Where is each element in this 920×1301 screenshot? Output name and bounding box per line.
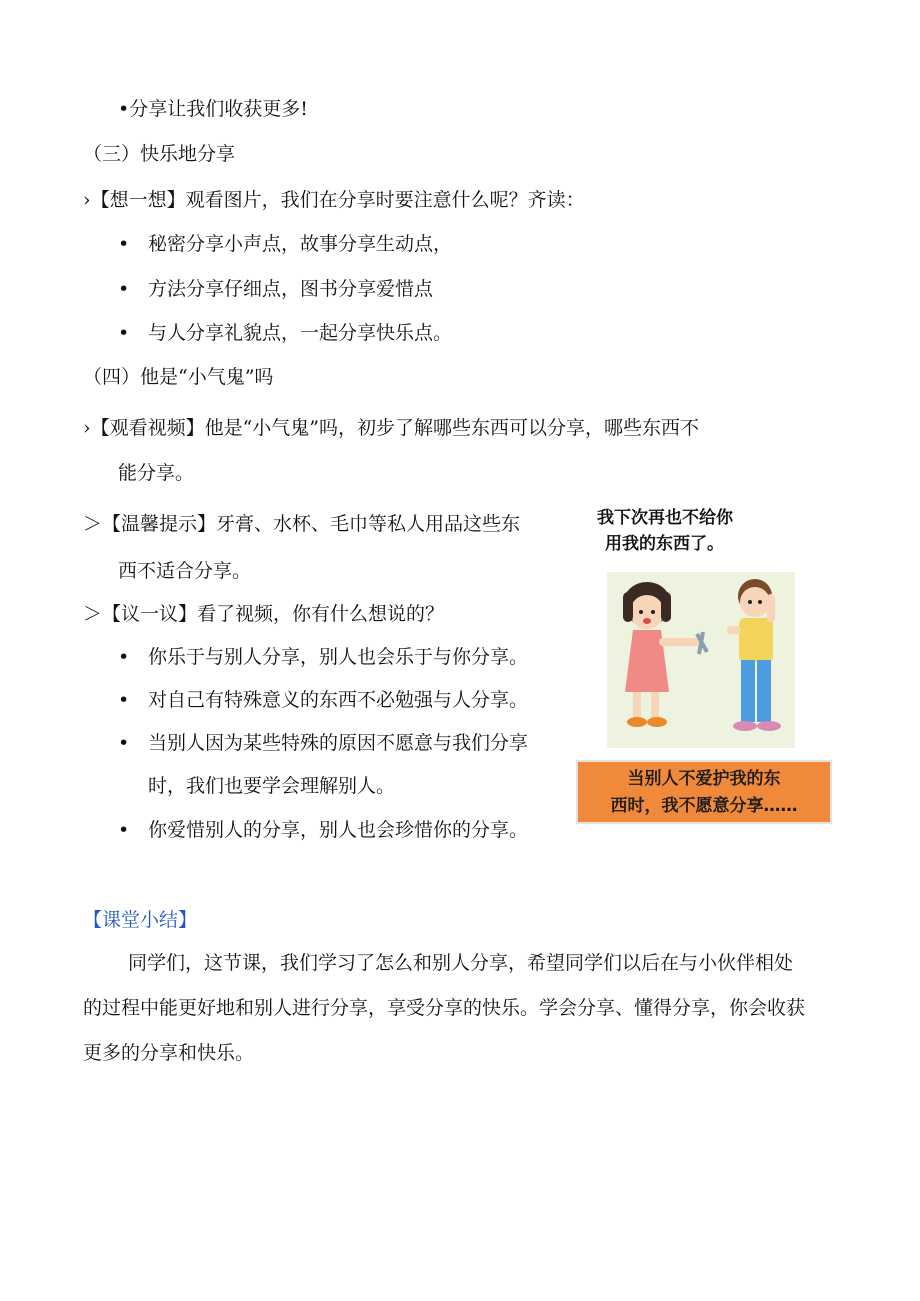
summary-paragraph-line: 同学们，这节课，我们学习了怎么和别人分享，希望同学们以后在与小伙伴相处 (128, 952, 794, 974)
list-item: 对自己有特殊意义的东西不必勉强与人分享。 (148, 689, 529, 711)
speech-text: 我下次再也不给你 (597, 508, 733, 528)
speech-text: 用我的东西了。 (605, 534, 724, 554)
section-heading: （四）他是“小气鬼”吗 (83, 366, 274, 388)
text-line: ＞【议一议】看了视频，你有什么想说的？ (83, 603, 445, 625)
bullet-icon: • (118, 819, 130, 841)
children-illustration (607, 572, 795, 748)
children-picture-icon (607, 572, 795, 748)
list-item: 与人分享礼貌点，一起分享快乐点。 (148, 322, 453, 344)
text-line: ›【想一想】观看图片，我们在分享时要注意什么呢？齐读： (83, 189, 585, 211)
text-line: ＞【温馨提示】牙膏、水杯、毛巾等私人用品这些东 (83, 513, 521, 535)
text-line: 能分享。 (118, 462, 195, 484)
bullet-icon: • (118, 233, 130, 255)
summary-paragraph-line: 的过程中能更好地和别人进行分享，享受分享的快乐。学会分享、懂得分享，你会收获 (83, 997, 806, 1019)
banner-line: 当别人不爱护我的东 (627, 769, 781, 789)
bullet-icon: • (118, 278, 130, 300)
list-item: 秘密分享小声点，故事分享生动点， (148, 233, 453, 255)
banner-line: 西时，我不愿意分享…… (610, 796, 798, 816)
list-item-continuation: 时，我们也要学会理解别人。 (148, 775, 396, 797)
summary-paragraph-line: 更多的分享和快乐。 (83, 1042, 255, 1064)
bullet-icon: • (118, 732, 130, 754)
list-item: 当别人因为某些特殊的原因不愿意与我们分享 (148, 732, 529, 754)
text-line: 西不适合分享。 (118, 560, 252, 582)
text-line: •分享让我们收获更多! (118, 98, 308, 120)
text-line: ›【观看视频】他是“小气鬼”吗，初步了解哪些东西可以分享，哪些东西不 (83, 417, 700, 439)
list-item: 你爱惜别人的分享，别人也会珍惜你的分享。 (148, 819, 529, 841)
section-heading: （三）快乐地分享 (83, 143, 236, 165)
summary-heading: 【课堂小结】 (83, 909, 198, 931)
bullet-icon: • (118, 689, 130, 711)
list-item: 你乐于与别人分享，别人也会乐于与你分享。 (148, 646, 529, 668)
caption-banner (576, 760, 832, 824)
bullet-icon: • (118, 646, 130, 668)
bullet-icon: • (118, 322, 130, 344)
list-item: 方法分享仔细点，图书分享爱惜点 (148, 278, 434, 300)
